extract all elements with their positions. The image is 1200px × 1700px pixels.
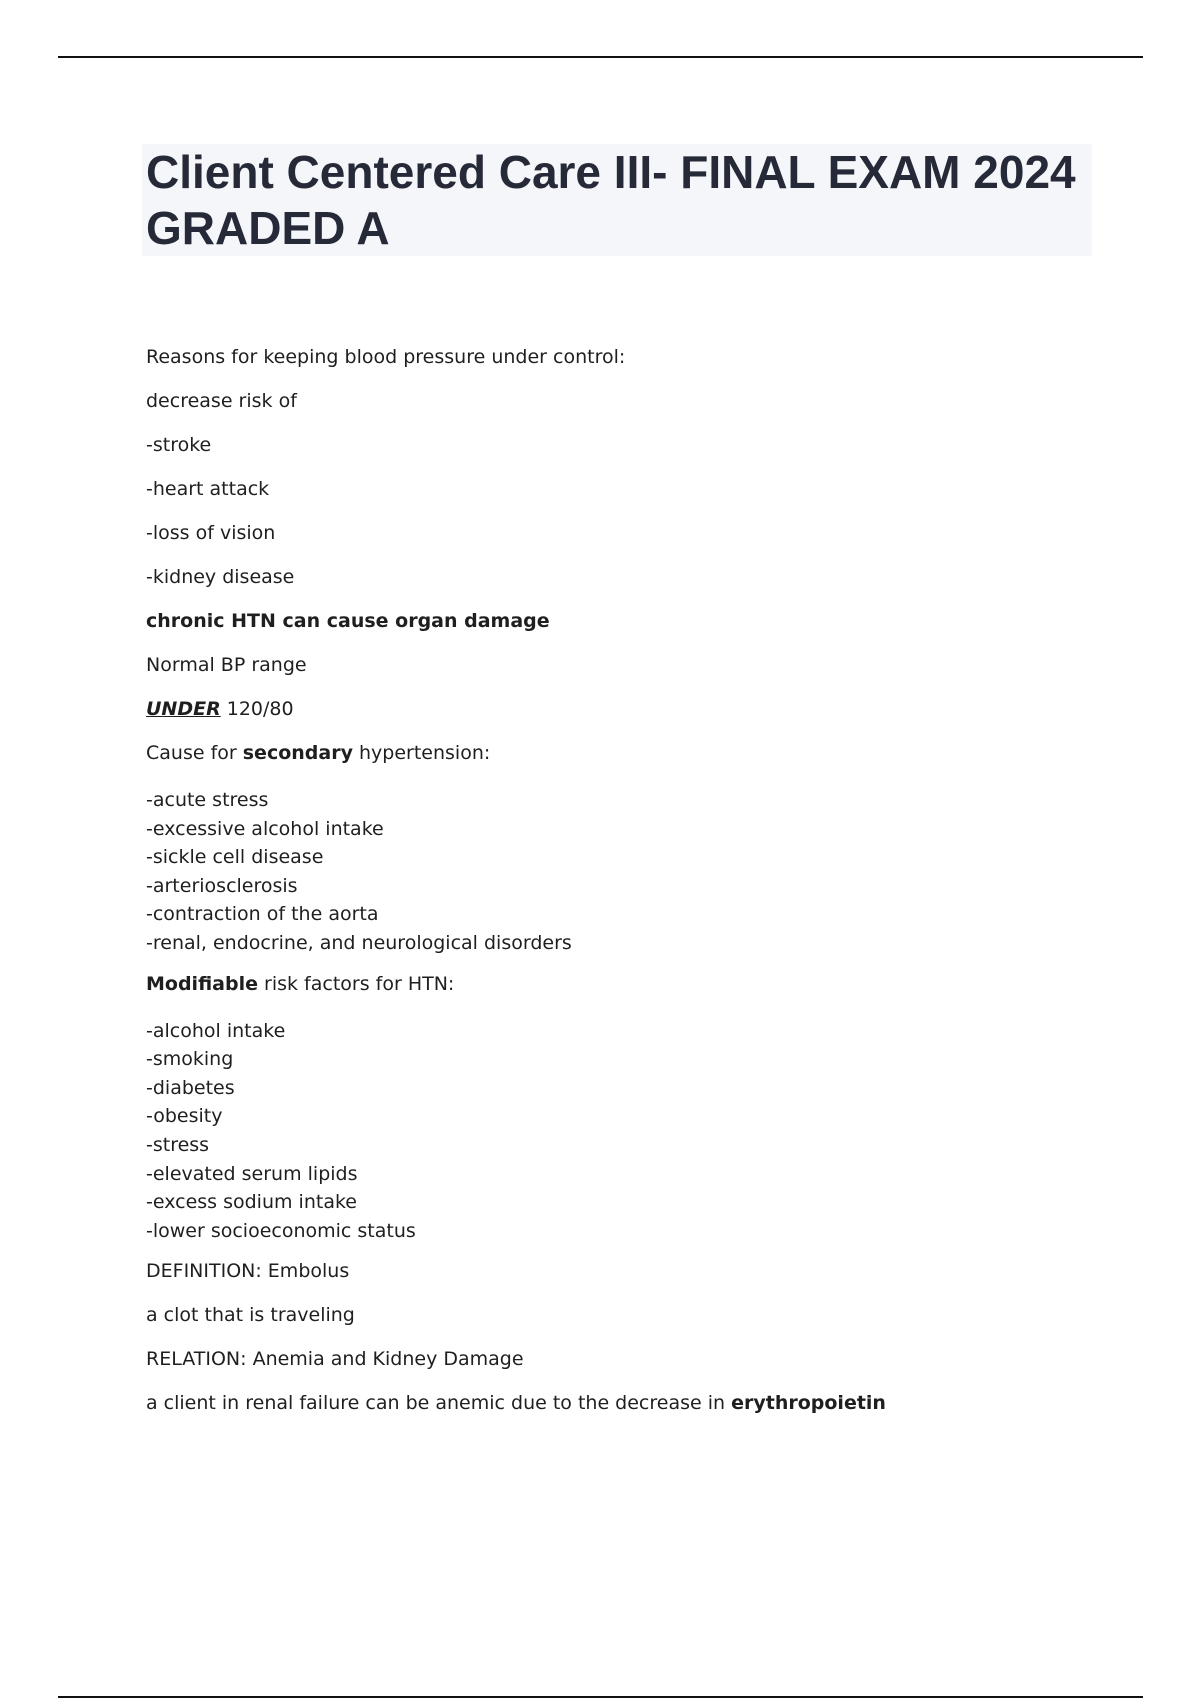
list-item: -excess sodium intake (146, 1191, 357, 1214)
answer-value: 120/80 (220, 698, 294, 720)
list-item: -diabetes (146, 1076, 235, 1099)
answer-emphasis: erythropoietin (731, 1392, 886, 1415)
answer-text: a client in renal failure can be anemic due to the decrease in (146, 1392, 732, 1415)
list-item: -heart attack (146, 478, 270, 500)
list-item: -loss of vision (146, 522, 276, 544)
question-emphasis: secondary (242, 742, 353, 764)
question-normal-bp: Normal BP range (146, 654, 307, 676)
list-item: -smoking (146, 1048, 234, 1071)
modifiable-risk-factors (146, 1017, 1086, 1246)
answer-emphasis: UNDER (146, 698, 221, 720)
list-item: -stress (146, 1133, 210, 1156)
page-title: Client Centered Care III- FINAL EXAM 2024 GRADED A (146, 146, 1076, 254)
list-item: -renal, endocrine, and neurological disorders (146, 931, 572, 954)
list-item: -acute stress (146, 789, 269, 811)
question-secondary-htn (146, 742, 1086, 764)
answer-bp-intro: decrease risk of (146, 390, 297, 412)
list-item: -stroke (146, 434, 212, 456)
list-item: -kidney disease (146, 566, 295, 588)
answer-bp-note: chronic HTN can cause organ damage (146, 610, 550, 632)
question-anemia-kidney: RELATION: Anemia and Kidney Damage (146, 1348, 524, 1371)
document-body (146, 346, 1086, 1436)
list-item: -obesity (146, 1105, 223, 1128)
secondary-htn-causes (146, 786, 1086, 958)
question-emphasis: Modifiable (146, 972, 258, 995)
question-modifiable-risk (146, 973, 1086, 995)
list-item: -contraction of the aorta (146, 903, 379, 926)
answer-normal-bp (146, 698, 1086, 720)
question-text: risk factors for HTN: (257, 972, 455, 995)
list-item: -sickle cell disease (146, 846, 324, 869)
list-item: -excessive alcohol intake (146, 817, 384, 840)
list-item: -elevated serum lipids (146, 1162, 358, 1185)
question-embolus: DEFINITION: Embolus (146, 1260, 350, 1283)
answer-anemia-kidney (146, 1392, 1086, 1414)
list-item: -arteriosclerosis (146, 874, 298, 897)
header-rule (58, 56, 1143, 58)
question-bp-reasons: Reasons for keeping blood pressure under control: (146, 346, 626, 368)
list-item: -alcohol intake (146, 1019, 286, 1042)
footer-rule (58, 1696, 1143, 1698)
question-text: hypertension: (352, 742, 491, 764)
list-item: -lower socioeconomic status (146, 1219, 416, 1242)
answer-embolus: a clot that is traveling (146, 1304, 355, 1327)
question-text: Cause for (146, 742, 243, 764)
